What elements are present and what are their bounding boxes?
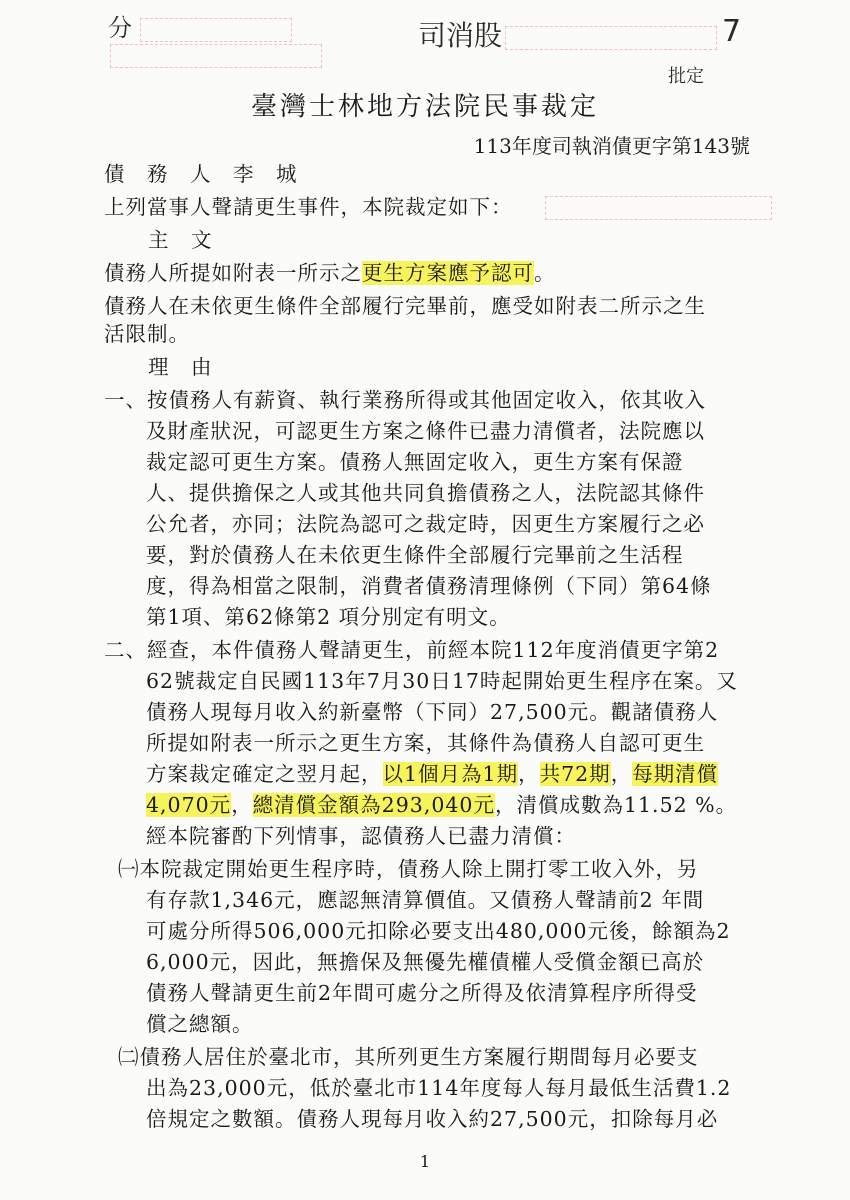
reason-1-line-6: 要，對於債務人在未依更生條件全部履行完畢前之生活程: [146, 543, 684, 567]
reason-1-line-2: 及財產狀況，可認更生方案之條件已盡力清償者，法院應以: [146, 419, 705, 443]
page-number: 1: [419, 1152, 431, 1171]
item-2-line-1: ㈡債務人居住於臺北市，其所列更生方案履行期間每月必要支: [118, 1045, 699, 1069]
item-1-line-3: 可處分所得506,000元扣除必要支出480,000元後，餘額為2: [146, 919, 731, 943]
item-1-line-2: 有存款1,346元，應認無清算價值。又債務人聲請前2 年間: [146, 888, 705, 912]
reason-2-line-1: 二、經查，本件債務人聲請更生，前經本院112年度消債更字第2: [104, 638, 720, 662]
reason-2-line-7: 經本院審酌下列情事，認債務人已盡力清償：: [146, 824, 576, 848]
reason-1-line-1: 一、按債務人有薪資、執行業務所得或其他固定收入，依其收入: [104, 388, 706, 412]
reason-2-line-6: 4,070元，總清償金額為293,040元，清償成數為11.52 %。: [146, 793, 738, 817]
reason-1-line-3: 裁定認可更生方案。債務人無固定收入，更生方案有保證: [146, 450, 684, 474]
reason-2-line-3: 債務人現每月收入約新臺幣（下同）27,500元。觀諸債務人: [146, 700, 719, 724]
main-text-line-1: 債務人所提如附表一所示之更生方案應予認可。: [104, 261, 556, 285]
document-title: 臺灣士林地方法院民事裁定: [250, 92, 599, 122]
handwritten-note: 批定: [668, 66, 704, 87]
redaction-top-left: [140, 18, 292, 42]
main-text-line-3: 活限制。: [104, 322, 190, 346]
heading-main-text: 主 文: [148, 228, 213, 252]
reason-1-line-7: 度，得為相當之限制，消費者債務清理條例（下同）第64條: [146, 574, 712, 598]
reason-2-line-2: 62號裁定自民國113年7月30日17時起開始更生程序在案。又: [146, 669, 738, 693]
redaction-top-left-2: [110, 44, 322, 68]
heading-reasons: 理 由: [148, 355, 213, 379]
reason-1-line-5: 公允者，亦同；法院為認可之裁定時，因更生方案履行之必: [146, 512, 705, 536]
highlight-total: 總清償金額為293,040元: [252, 793, 495, 817]
highlight-period: 以1個月為1期: [382, 762, 519, 786]
reason-1-line-8: 第1項、第62條第2 項分別定有明文。: [146, 605, 511, 629]
intro-line: 上列當事人聲請更生事件，本院裁定如下：: [104, 195, 513, 219]
reason-2-line-5: 方案裁定確定之翌月起，以1個月為1期，共72期，每期清償: [146, 762, 719, 786]
case-number: 113年度司執消債更字第143號: [473, 134, 750, 158]
reason-2-line-4: 所提如附表一所示之更生方案，其條件為債務人自認可更生: [146, 731, 705, 755]
item-1-line-4: 6,000元，因此，無擔保及無優先權債權人受償金額已高於: [146, 950, 705, 974]
handwritten-department: 司消股: [418, 19, 503, 52]
item-1-line-5: 債務人聲請更生前2年間可處分之所得及依清算程序所得受: [146, 981, 698, 1005]
reason-1-line-4: 人、提供擔保之人或其他共同負擔債務之人，法院認其條件: [146, 481, 705, 505]
highlight-each-a: 每期清償: [632, 762, 719, 786]
handwritten-number: 7: [722, 14, 742, 49]
debtor-line: 債 務 人 李 城: [104, 162, 298, 186]
item-2-line-2: 出為23,000元，低於臺北市114年度每人每月最低生活費1.2: [146, 1076, 732, 1100]
item-1-line-1: ㈠本院裁定開始更生程序時，債務人除上開打零工收入外，另: [118, 857, 699, 881]
highlight-count: 共72期: [539, 762, 611, 786]
highlight-each-b: 4,070元: [146, 793, 232, 817]
highlight-approve: 更生方案應予認可: [362, 261, 534, 285]
main-text-line-2: 債務人在未依更生條件全部履行完畢前，應受如附表二所示之生: [104, 294, 706, 318]
handwritten-mark-left: 分: [108, 14, 132, 42]
item-2-line-3: 倍規定之數額。債務人現每月收入約27,500元，扣除每月必: [146, 1107, 719, 1131]
item-1-line-6: 償之總額。: [146, 1012, 254, 1036]
redaction-line-right: [545, 196, 772, 220]
redaction-top-right: [505, 26, 717, 50]
